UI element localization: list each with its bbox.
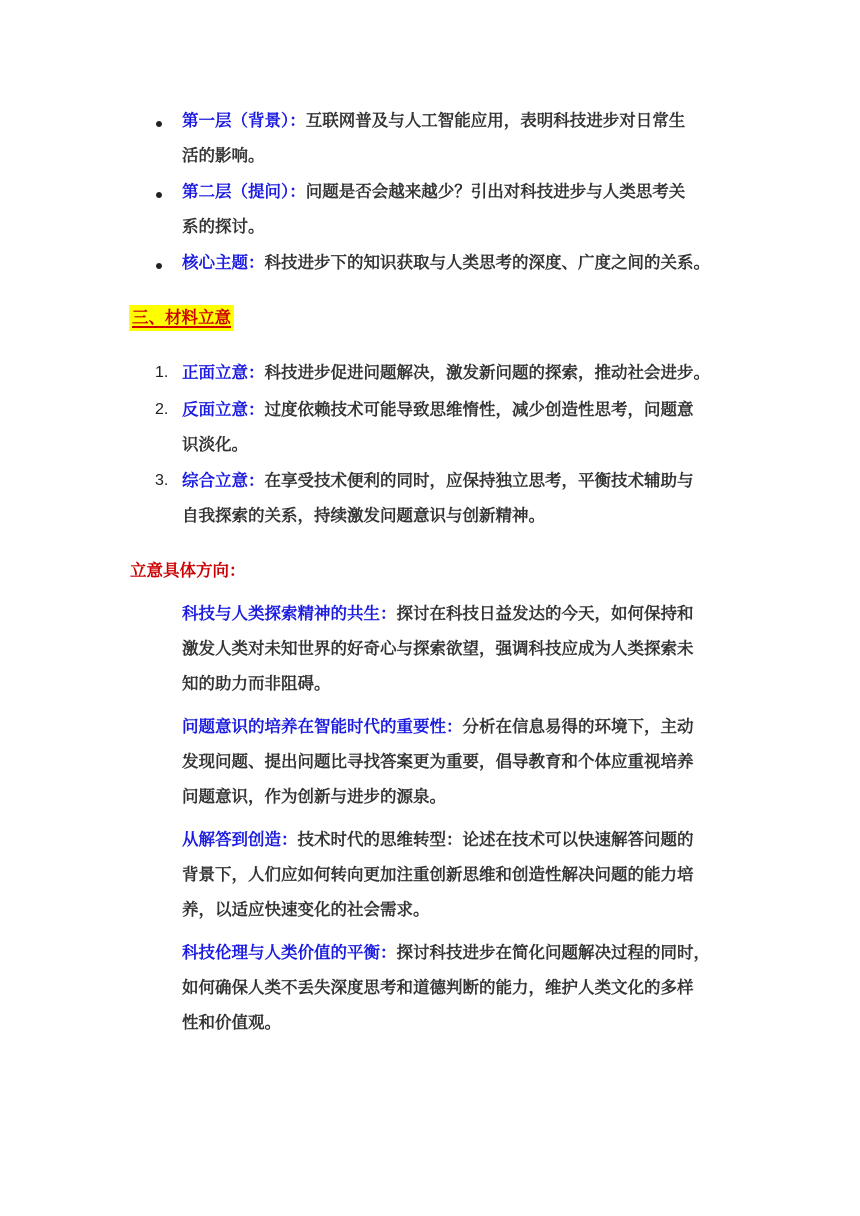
item-label: 正面立意： xyxy=(182,363,265,382)
bullet-text: 互联网普及与人工智能应用，表明科技进步对日常生 xyxy=(305,111,686,130)
direction-label: 从解答到创造： xyxy=(182,830,298,849)
direction-text: 激发人类对未知世界的好奇心与探索欲望，强调科技应成为人类探索未 xyxy=(182,639,694,658)
item-label: 反面立意： xyxy=(182,400,265,419)
direction-label: 科技与人类探索精神的共生： xyxy=(182,604,397,623)
bullet-label: 核心主题： xyxy=(182,253,265,272)
section-heading: 三、材料立意 xyxy=(129,305,234,331)
item-text-continued: 识淡化。 xyxy=(182,435,248,454)
direction-text: 探讨在科技日益发达的今天，如何保持和 xyxy=(396,604,694,623)
bullet-icon xyxy=(156,263,162,269)
direction-text: 背景下，人们应如何转向更加注重创新思维和创造性解决问题的能力培 xyxy=(182,865,694,884)
list-number: 3. xyxy=(155,472,169,489)
directions-heading: 立意具体方向： xyxy=(130,561,246,580)
item-text-continued: 自我探索的关系，持续激发问题意识与创新精神。 xyxy=(182,506,545,525)
list-number: 2. xyxy=(155,401,169,418)
bullet-text: 科技进步下的知识获取与人类思考的深度、广度之间的关系。 xyxy=(264,253,710,272)
direction-text: 探讨科技进步在简化问题解决过程的同时， xyxy=(396,943,710,962)
bullet-icon xyxy=(156,192,162,198)
direction-text: 如何确保人类不丢失深度思考和道德判断的能力，维护人类文化的多样 xyxy=(182,978,694,997)
direction-text: 养，以适应快速变化的社会需求。 xyxy=(182,900,430,919)
list-number: 1. xyxy=(155,364,169,381)
direction-text: 发现问题、提出问题比寻找答案更为重要，倡导教育和个体应重视培养 xyxy=(182,752,694,771)
item-text: 过度依赖技术可能导致思维惰性，减少创造性思考，问题意 xyxy=(264,400,694,419)
direction-text: 技术时代的思维转型：论述在技术可以快速解答问题的 xyxy=(297,830,694,849)
bullet-label: 第一层（背景）： xyxy=(182,111,306,130)
bullet-text: 问题是否会越来越少？引出对科技进步与人类思考关 xyxy=(305,182,686,201)
item-text: 在享受技术便利的同时，应保持独立思考，平衡技术辅助与 xyxy=(264,471,694,490)
bullet-text-continued: 活的影响。 xyxy=(182,146,265,165)
bullet-label: 第二层（提问）： xyxy=(182,182,306,201)
direction-label: 科技伦理与人类价值的平衡： xyxy=(182,943,397,962)
direction-text: 问题意识，作为创新与进步的源泉。 xyxy=(182,787,446,806)
direction-text: 分析在信息易得的环境下，主动 xyxy=(462,717,694,736)
direction-label: 问题意识的培养在智能时代的重要性： xyxy=(182,717,463,736)
bullet-icon xyxy=(156,121,162,127)
item-text: 科技进步促进问题解决，激发新问题的探索，推动社会进步。 xyxy=(264,363,710,382)
direction-text: 性和价值观。 xyxy=(182,1013,281,1032)
bullet-text-continued: 系的探讨。 xyxy=(182,217,265,236)
item-label: 综合立意： xyxy=(182,471,265,490)
direction-text: 知的助力而非阻碍。 xyxy=(182,674,331,693)
